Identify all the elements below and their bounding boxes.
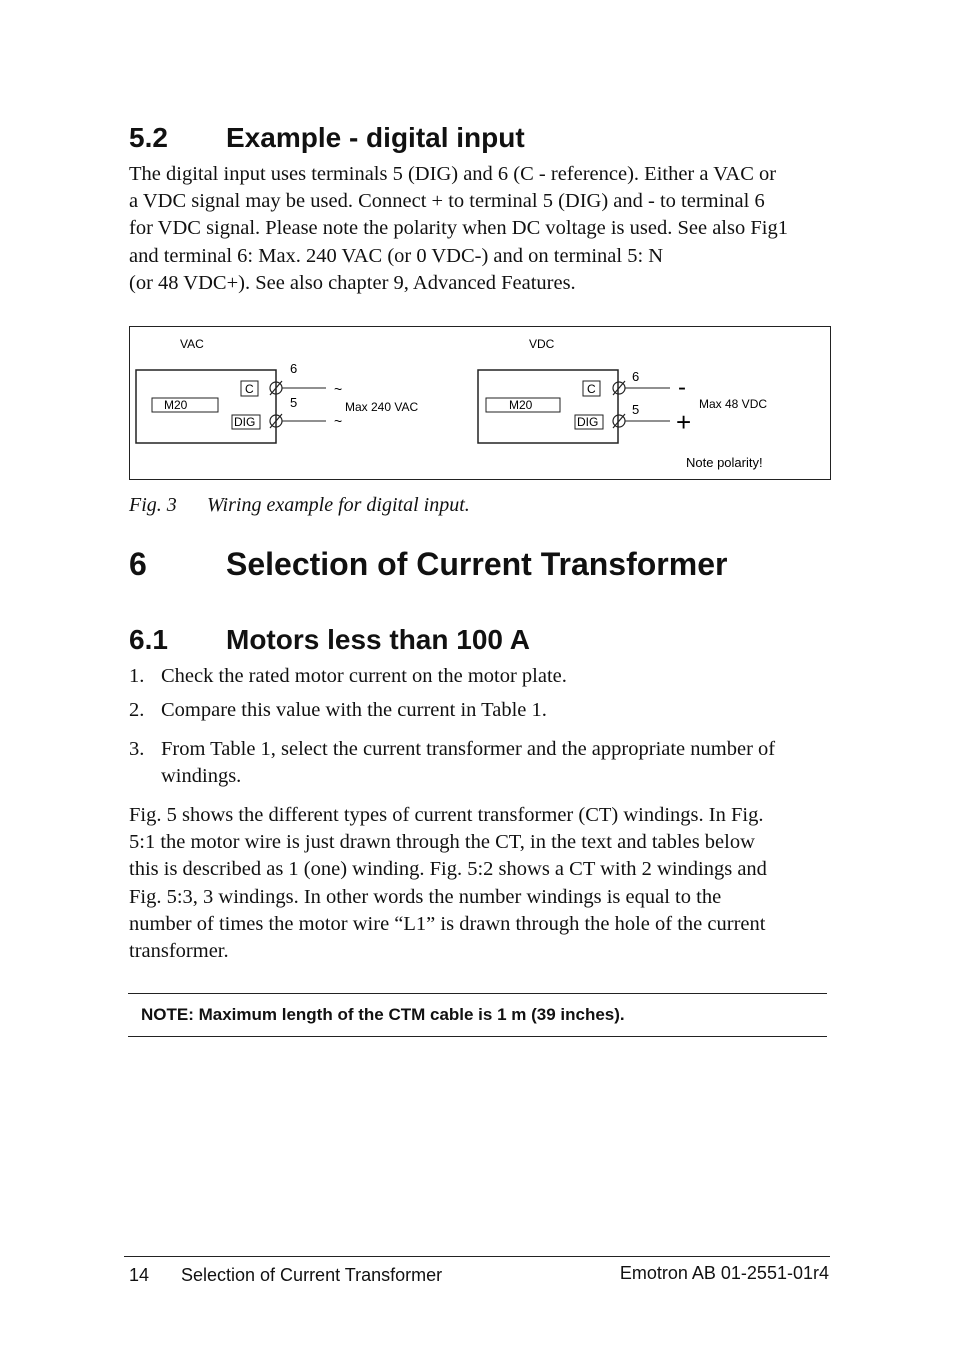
list-item <box>129 736 839 790</box>
list-item-number: 3. <box>129 738 145 760</box>
paragraph-line: Fig. 5 shows the different types of current transformer (CT) windings. In Fig. <box>129 804 764 826</box>
figure-caption-number: Fig. 3 <box>129 494 177 516</box>
section-title: Motors less than 100 A <box>226 624 530 655</box>
vdc-title: VDC <box>529 337 555 351</box>
page-number: 14 <box>129 1265 150 1285</box>
digital-input-paragraph <box>129 161 839 297</box>
page-footer <box>129 1265 829 1289</box>
footer-rule <box>124 1256 830 1257</box>
paragraph-line: 5:1 the motor wire is just drawn through the CT, in the text and tables below <box>129 831 755 854</box>
footer-document-id: Emotron AB 01-2551-01r4 <box>619 1263 829 1283</box>
chapter-heading-6 <box>129 546 849 586</box>
vdc-terminal-c: C <box>587 382 596 396</box>
section-title: Example - digital input <box>226 122 525 153</box>
vac-pin-5: 5 <box>290 395 298 410</box>
section-number: 5.2 <box>129 122 168 153</box>
vdc-screw-terminal-bottom <box>613 414 625 428</box>
vdc-pin-5: 5 <box>632 402 640 417</box>
figure-caption <box>129 494 829 520</box>
list-item-number: 1. <box>129 665 145 687</box>
windings-paragraph <box>129 802 839 965</box>
figure-caption-text: Wiring example for digital input. <box>207 494 470 516</box>
note-box <box>128 993 827 1037</box>
chapter-title: Selection of Current Transformer <box>226 546 728 582</box>
vac-terminal-c: C <box>245 382 254 396</box>
paragraph-line: (or 48 VDC+). See also chapter 9, Advanced Features. <box>129 271 576 294</box>
vac-tilde-top: ~ <box>334 381 343 397</box>
list-item <box>129 663 839 697</box>
vdc-pin-6: 6 <box>632 369 640 384</box>
vdc-terminal-dig: DIG <box>577 415 599 429</box>
vac-title: VAC <box>180 337 204 351</box>
paragraph-line: for VDC signal. Please note the polarity when DC voltage is used. See also Fig1 <box>129 217 788 240</box>
paragraph-line: and terminal 6: Max. 240 VAC (or 0 VDC-) and on terminal 5: N <box>129 244 664 267</box>
section-number: 6.1 <box>129 624 168 655</box>
vac-max-label: Max 240 VAC <box>345 400 419 414</box>
chapter-number: 6 <box>129 546 147 582</box>
list-item-text: Compare this value with the current in Table 1. <box>161 699 547 721</box>
list-item-text: Check the rated motor current on the motor plate. <box>161 665 567 687</box>
paragraph-line: transformer. <box>129 940 229 963</box>
list-item-text: windings. <box>161 765 242 788</box>
note-text: NOTE: Maximum length of the CTM cable is 1 m (39 inches). <box>141 1005 625 1024</box>
vac-module-label: M20 <box>164 398 188 412</box>
vdc-polarity-note: Note polarity! <box>686 455 763 470</box>
paragraph-line: Fig. 5:3, 3 windings. In other words the number windings is equal to the <box>129 885 722 908</box>
list-item <box>129 697 839 736</box>
vdc-plus-sign: + <box>676 407 692 437</box>
vac-pin-6: 6 <box>290 361 298 376</box>
list-item-number: 2. <box>129 699 145 721</box>
list-item-text: From Table 1, select the current transformer and the appropriate number of <box>161 738 776 760</box>
vdc-module-label: M20 <box>509 398 533 412</box>
vac-tilde-bottom: ~ <box>334 413 343 429</box>
wiring-diagram <box>129 326 831 480</box>
steps-list <box>129 663 839 790</box>
paragraph-line: number of times the motor wire “L1” is drawn through the hole of the current <box>129 912 766 935</box>
paragraph-line: a VDC signal may be used. Connect + to terminal 5 (DIG) and - to terminal 6 <box>129 190 765 213</box>
vdc-screw-terminal-top <box>613 381 625 395</box>
section-heading-6-1 <box>129 624 829 658</box>
vdc-max-label: Max 48 VDC <box>699 397 768 411</box>
vdc-minus-sign: - <box>678 374 686 401</box>
paragraph-line: this is described as 1 (one) winding. Fig. 5:2 shows a CT with 2 windings and <box>129 858 767 881</box>
paragraph-line: The digital input uses terminals 5 (DIG) and 6 (C - reference). Either a VAC or <box>129 163 777 185</box>
footer-section-title: Selection of Current Transformer <box>181 1265 443 1285</box>
section-heading-5-2 <box>129 122 829 156</box>
vac-terminal-dig: DIG <box>234 415 256 429</box>
